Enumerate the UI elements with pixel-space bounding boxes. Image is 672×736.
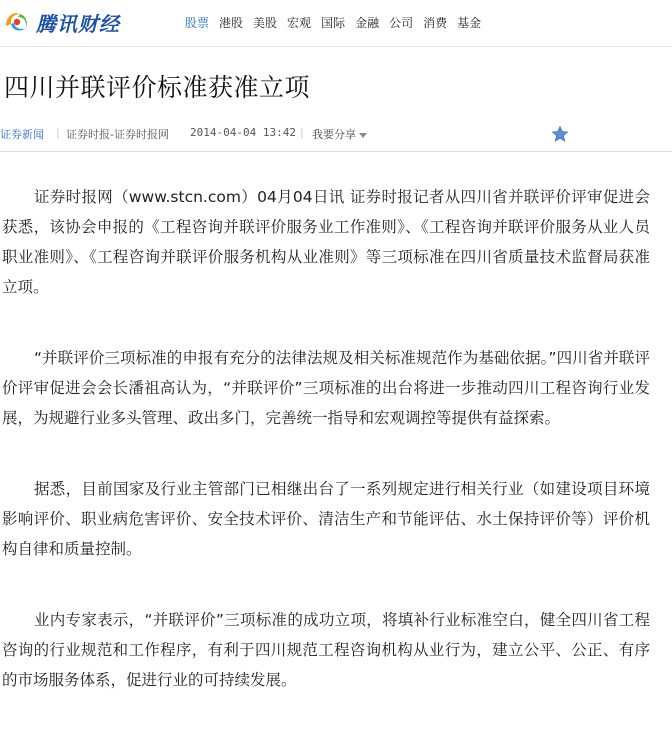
nav-item-hk-stocks[interactable]: 港股 xyxy=(219,16,244,30)
nav-item-macro[interactable]: 宏观 xyxy=(287,16,312,30)
chevron-down-icon xyxy=(359,133,367,138)
logo-text: 腾讯财经 xyxy=(36,11,120,36)
article-paragraph: 业内专家表示，“并联评价”三项标准的成功立项，将填补行业标准空白，健全四川省工程咨询的行业规范和工作程序，有利于四川规范工程咨询机构从业行为，建立公平、公正、有序的市场服务体系，促进行业的可持续发展。 xyxy=(2,611,650,689)
publish-time: 2014-04-04 13:42 xyxy=(190,126,296,139)
share-label: 我要分享 xyxy=(312,128,356,141)
meta-divider: | xyxy=(56,126,60,139)
article-body xyxy=(2,182,650,736)
nav-item-stocks[interactable]: 股票 xyxy=(185,16,210,30)
nav-item-funds[interactable]: 基金 xyxy=(457,16,482,30)
article-paragraph: 据悉，目前国家及行业主管部门已相继出台了一系列规定进行相关行业（如建设项目环境影响评价、职业病危害评价、安全技术评价、清洁生产和节能评估、水土保持评价等）评价机构自律和质量控制。 xyxy=(2,480,650,558)
site-logo[interactable] xyxy=(2,8,120,36)
site-header xyxy=(0,0,672,47)
star-icon[interactable] xyxy=(551,125,569,143)
nav-item-international[interactable]: 国际 xyxy=(321,16,346,30)
share-button[interactable] xyxy=(312,126,367,142)
page-title: 四川并联评价标准获准立项 xyxy=(4,73,311,102)
header-divider xyxy=(0,151,672,152)
source-label: 证券时报-证券时报网 xyxy=(66,128,169,141)
tencent-logo-icon xyxy=(2,8,30,36)
channel-link[interactable]: 证券新闻 xyxy=(0,128,44,141)
article-paragraph: 证券时报网（www.stcn.com）04月04日讯 证券时报记者从四川省并联评价评审促进会获悉，该协会申报的《工程咨询并联评价服务业工作准则》、《工程咨询并联评价服务从业人员职业准则》、《工程咨询并联评价服务机构从业准则》等三项标准在四川省质量技术监督局获准立项。 xyxy=(2,188,650,296)
nav-item-us-stocks[interactable]: 美股 xyxy=(253,16,278,30)
nav-item-consumer[interactable]: 消费 xyxy=(423,16,448,30)
meta-divider: | xyxy=(300,126,304,139)
article-meta xyxy=(0,126,672,142)
top-nav xyxy=(180,14,486,31)
nav-item-finance[interactable]: 金融 xyxy=(355,16,380,30)
nav-item-company[interactable]: 公司 xyxy=(389,16,414,30)
article-paragraph: “并联评价三项标准的申报有充分的法律法规及相关标准规范作为基础依据。”四川省并联评价评审促进会会长潘祖高认为，“并联评价”三项标准的出台将进一步推动四川工程咨询行业发展，为规避行业多头管理、政出多门，完善统一指导和宏观调控等提供有益探索。 xyxy=(2,349,650,427)
